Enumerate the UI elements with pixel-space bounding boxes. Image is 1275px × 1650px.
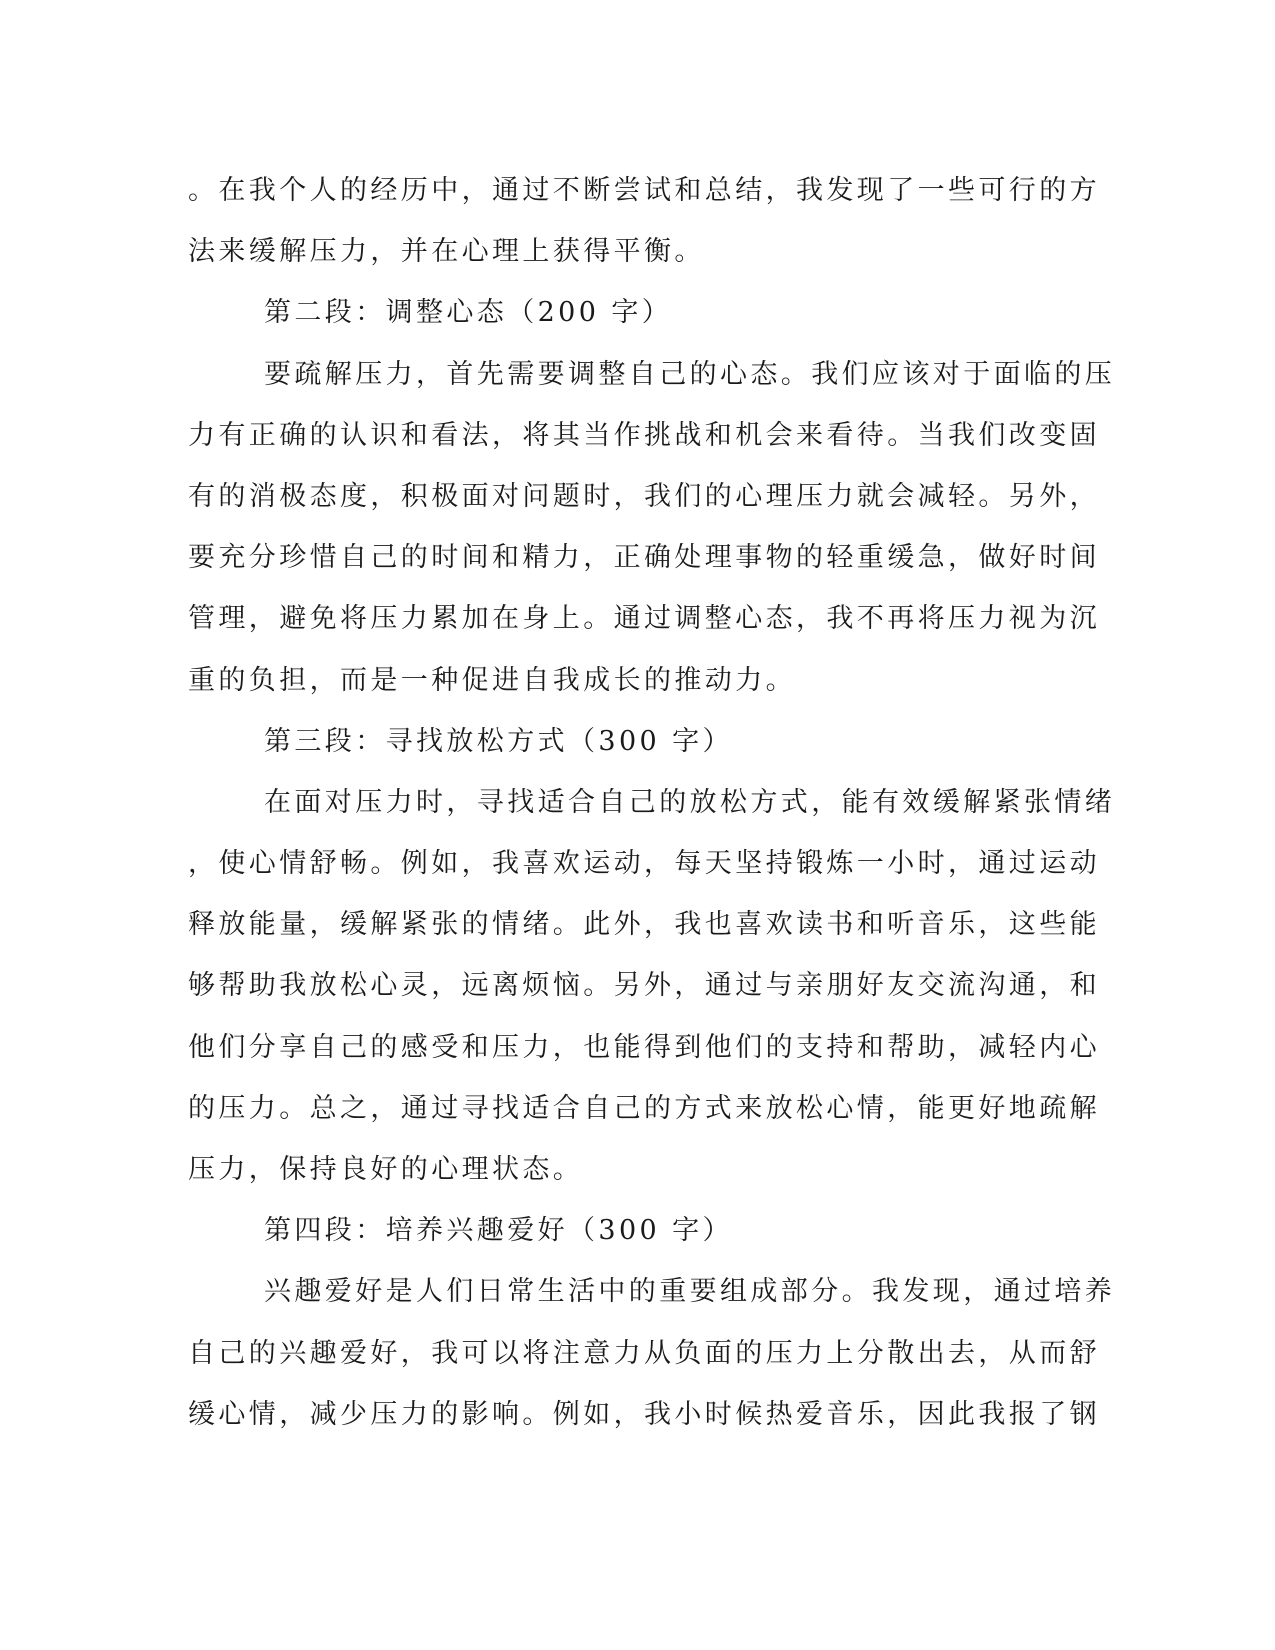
text-line: 管理，避免将压力累加在身上。通过调整心态，我不再将压力视为沉 <box>188 603 1100 635</box>
text-line: 法来缓解压力，并在心理上获得平衡。 <box>188 236 705 268</box>
text-line: 要疏解压力，首先需要调整自己的心态。我们应该对于面临的压 <box>264 358 1116 390</box>
text-line: 力有正确的认识和看法，将其当作挑战和机会来看待。当我们改变固 <box>188 419 1100 451</box>
text-line: 的压力。总之，通过寻找适合自己的方式来放松心情，能更好地疏解 <box>188 1092 1100 1124</box>
text-line: 。在我个人的经历中，通过不断尝试和总结，我发现了一些可行的方 <box>188 175 1100 206</box>
text-line: 重的负担，而是一种促进自我成长的推动力。 <box>188 664 796 696</box>
text-line: 他们分享自己的感受和压力，也能得到他们的支持和帮助，减轻内心 <box>188 1031 1100 1063</box>
text-line: 第二段：调整心态（200 字） <box>264 297 673 329</box>
text-line: 够帮助我放松心灵，远离烦恼。另外，通过与亲朋好友交流沟通，和 <box>188 970 1100 1002</box>
text-line: 压力，保持良好的心理状态。 <box>188 1154 584 1185</box>
text-line: 释放能量，缓解紧张的情绪。此外，我也喜欢读书和听音乐，这些能 <box>188 909 1100 941</box>
text-line: 缓心情，减少压力的影响。例如，我小时候热爱音乐，因此我报了钢 <box>188 1398 1100 1430</box>
text-line: 在面对压力时，寻找适合自己的放松方式，能有效缓解紧张情绪 <box>264 786 1116 818</box>
text-line: 第四段：培养兴趣爱好（300 字） <box>264 1215 733 1247</box>
text-line: 兴趣爱好是人们日常生活中的重要组成部分。我发现，通过培养 <box>264 1276 1116 1308</box>
text-line: 要充分珍惜自己的时间和精力，正确处理事物的轻重缓急，做好时间 <box>188 542 1100 574</box>
text-line: 有的消极态度，积极面对问题时，我们的心理压力就会减轻。另外， <box>188 480 1100 512</box>
text-line: 第三段：寻找放松方式（300 字） <box>264 725 733 757</box>
text-line: ，使心情舒畅。例如，我喜欢运动，每天坚持锻炼一小时，通过运动 <box>188 848 1100 880</box>
document-body <box>188 160 1116 1445</box>
text-line: 自己的兴趣爱好，我可以将注意力从负面的压力上分散出去，从而舒 <box>188 1337 1100 1369</box>
